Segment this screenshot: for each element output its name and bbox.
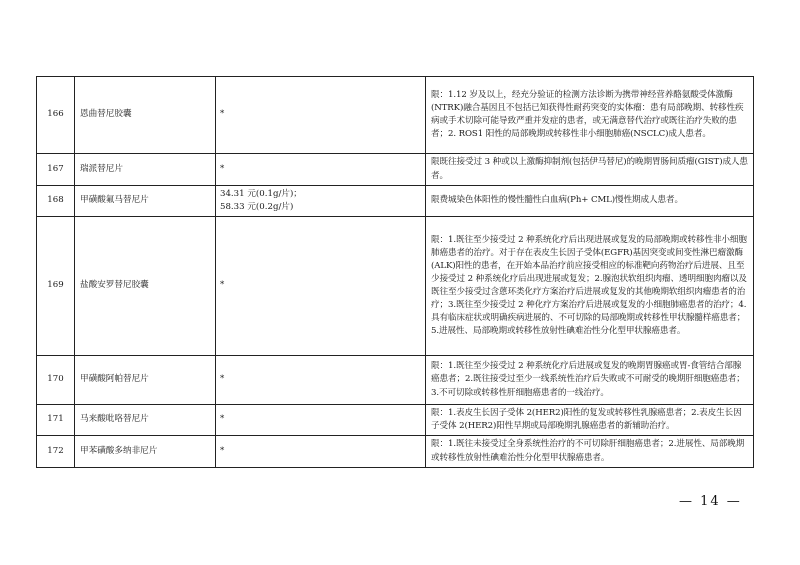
price-cell [216, 405, 426, 436]
row-number: 171 [37, 405, 75, 436]
drug-name: 瑞派替尼片 [75, 154, 216, 186]
drug-name: 甲苯磺酸多纳非尼片 [75, 436, 216, 468]
price-value: * [220, 109, 225, 120]
drug-name: 马来酸吡咯替尼片 [75, 405, 216, 436]
drug-name: 盐酸安罗替尼胶囊 [75, 217, 216, 356]
restriction-text: 限：1.既往未接受过全身系统性治疗的不可切除肝细胞癌患者；2.进展性、局部晚期或转移性放射性碘难治性分化型甲状腺癌患者。 [426, 436, 754, 468]
price-value: * [220, 374, 225, 385]
price-value: 34.31 元(0.1g/片)； [220, 188, 302, 199]
price-cell [216, 217, 426, 356]
price-cell [216, 356, 426, 405]
price-value: * [220, 414, 225, 425]
restriction-text: 限：1.12 岁及以上，经充分验证的检测方法诊断为携带神经营养酪氨酸受体激酶(NTRK)融合基因且不包括已知获得性耐药突变的实体瘤：患有局部晚期、转移性疾病或手术切除可能导致严重并发症的患者，或无满意替代治疗或既往治疗失败的患者；2. ROS1 阳性的局部晚期或转移性非小细胞肺癌(NSCLC)成人患者。 [426, 77, 754, 154]
table-row [37, 436, 754, 468]
row-number: 168 [37, 186, 75, 217]
price-cell [216, 77, 426, 154]
restriction-text: 限：1.既往至少接受过 2 种系统化疗后出现进展或复发的局部晚期或转移性非小细胞肺癌患者的治疗。对于存在表皮生长因子受体(EGFR)基因突变或间变性淋巴瘤激酶(ALK)阳性的患者，在开始本品治疗前应接受相应的标准靶向药物治疗后进展、且至少接受过 2 种系统化疗后出现进展或复发；2.腺泡状软组织肉瘤、透明细胞肉瘤以及既往至少接受过含蒽环类化疗方案治疗后进展或复发的其他晚期软组织肉瘤患者的治疗；3.既往至少接受过 2 种化疗方案治疗后进展或复发的小细胞肺癌患者的治疗；4.具有临床症状或明确疾病进展的、不可切除的局部晚期或转移性甲状腺髓样癌患者；5.进展性、局部晚期或转移性放射性碘难治性分化型甲状腺癌患者。 [426, 217, 754, 356]
table-row [37, 405, 754, 436]
price-cell [216, 436, 426, 468]
row-number: 169 [37, 217, 75, 356]
price-cell [216, 186, 426, 217]
table-row [37, 186, 754, 217]
restriction-text: 限费城染色体阳性的慢性髓性白血病(Ph+ CML)慢性期成人患者。 [426, 186, 754, 217]
price-cell [216, 154, 426, 186]
price-value: * [220, 445, 225, 456]
restriction-text: 限：1.表皮生长因子受体 2(HER2)阳性的复发或转移性乳腺癌患者；2.表皮生长因子受体 2(HER2)阳性早期或局部晚期乳腺癌患者的新辅助治疗。 [426, 405, 754, 436]
price-value: * [220, 163, 225, 174]
table-row [37, 77, 754, 154]
drug-name: 甲磺酸氟马替尼片 [75, 186, 216, 217]
page-number: — 14 — [679, 494, 742, 509]
restriction-text: 限：1.既往至少接受过 2 种系统化疗后进展或复发的晚期胃腺癌或胃-食管结合部腺癌患者；2.既往接受过至少一线系统性治疗后失败或不可耐受的晚期肝细胞癌患者；3.不可切除或转移性肝细胞癌患者的一线治疗。 [426, 356, 754, 405]
price-value: * [220, 280, 225, 291]
table-row [37, 356, 754, 405]
row-number: 170 [37, 356, 75, 405]
table-row [37, 154, 754, 186]
drug-name: 甲磺酸阿帕替尼片 [75, 356, 216, 405]
restriction-text: 限既往接受过 3 种或以上激酶抑制剂(包括伊马替尼)的晚期胃肠间质瘤(GIST)成人患者。 [426, 154, 754, 186]
row-number: 167 [37, 154, 75, 186]
drug-list-table [36, 76, 754, 468]
price-value: 58.33 元(0.2g/片) [220, 202, 294, 212]
row-number: 166 [37, 77, 75, 154]
drug-name: 恩曲替尼胶囊 [75, 77, 216, 154]
row-number: 172 [37, 436, 75, 468]
table-row [37, 217, 754, 356]
